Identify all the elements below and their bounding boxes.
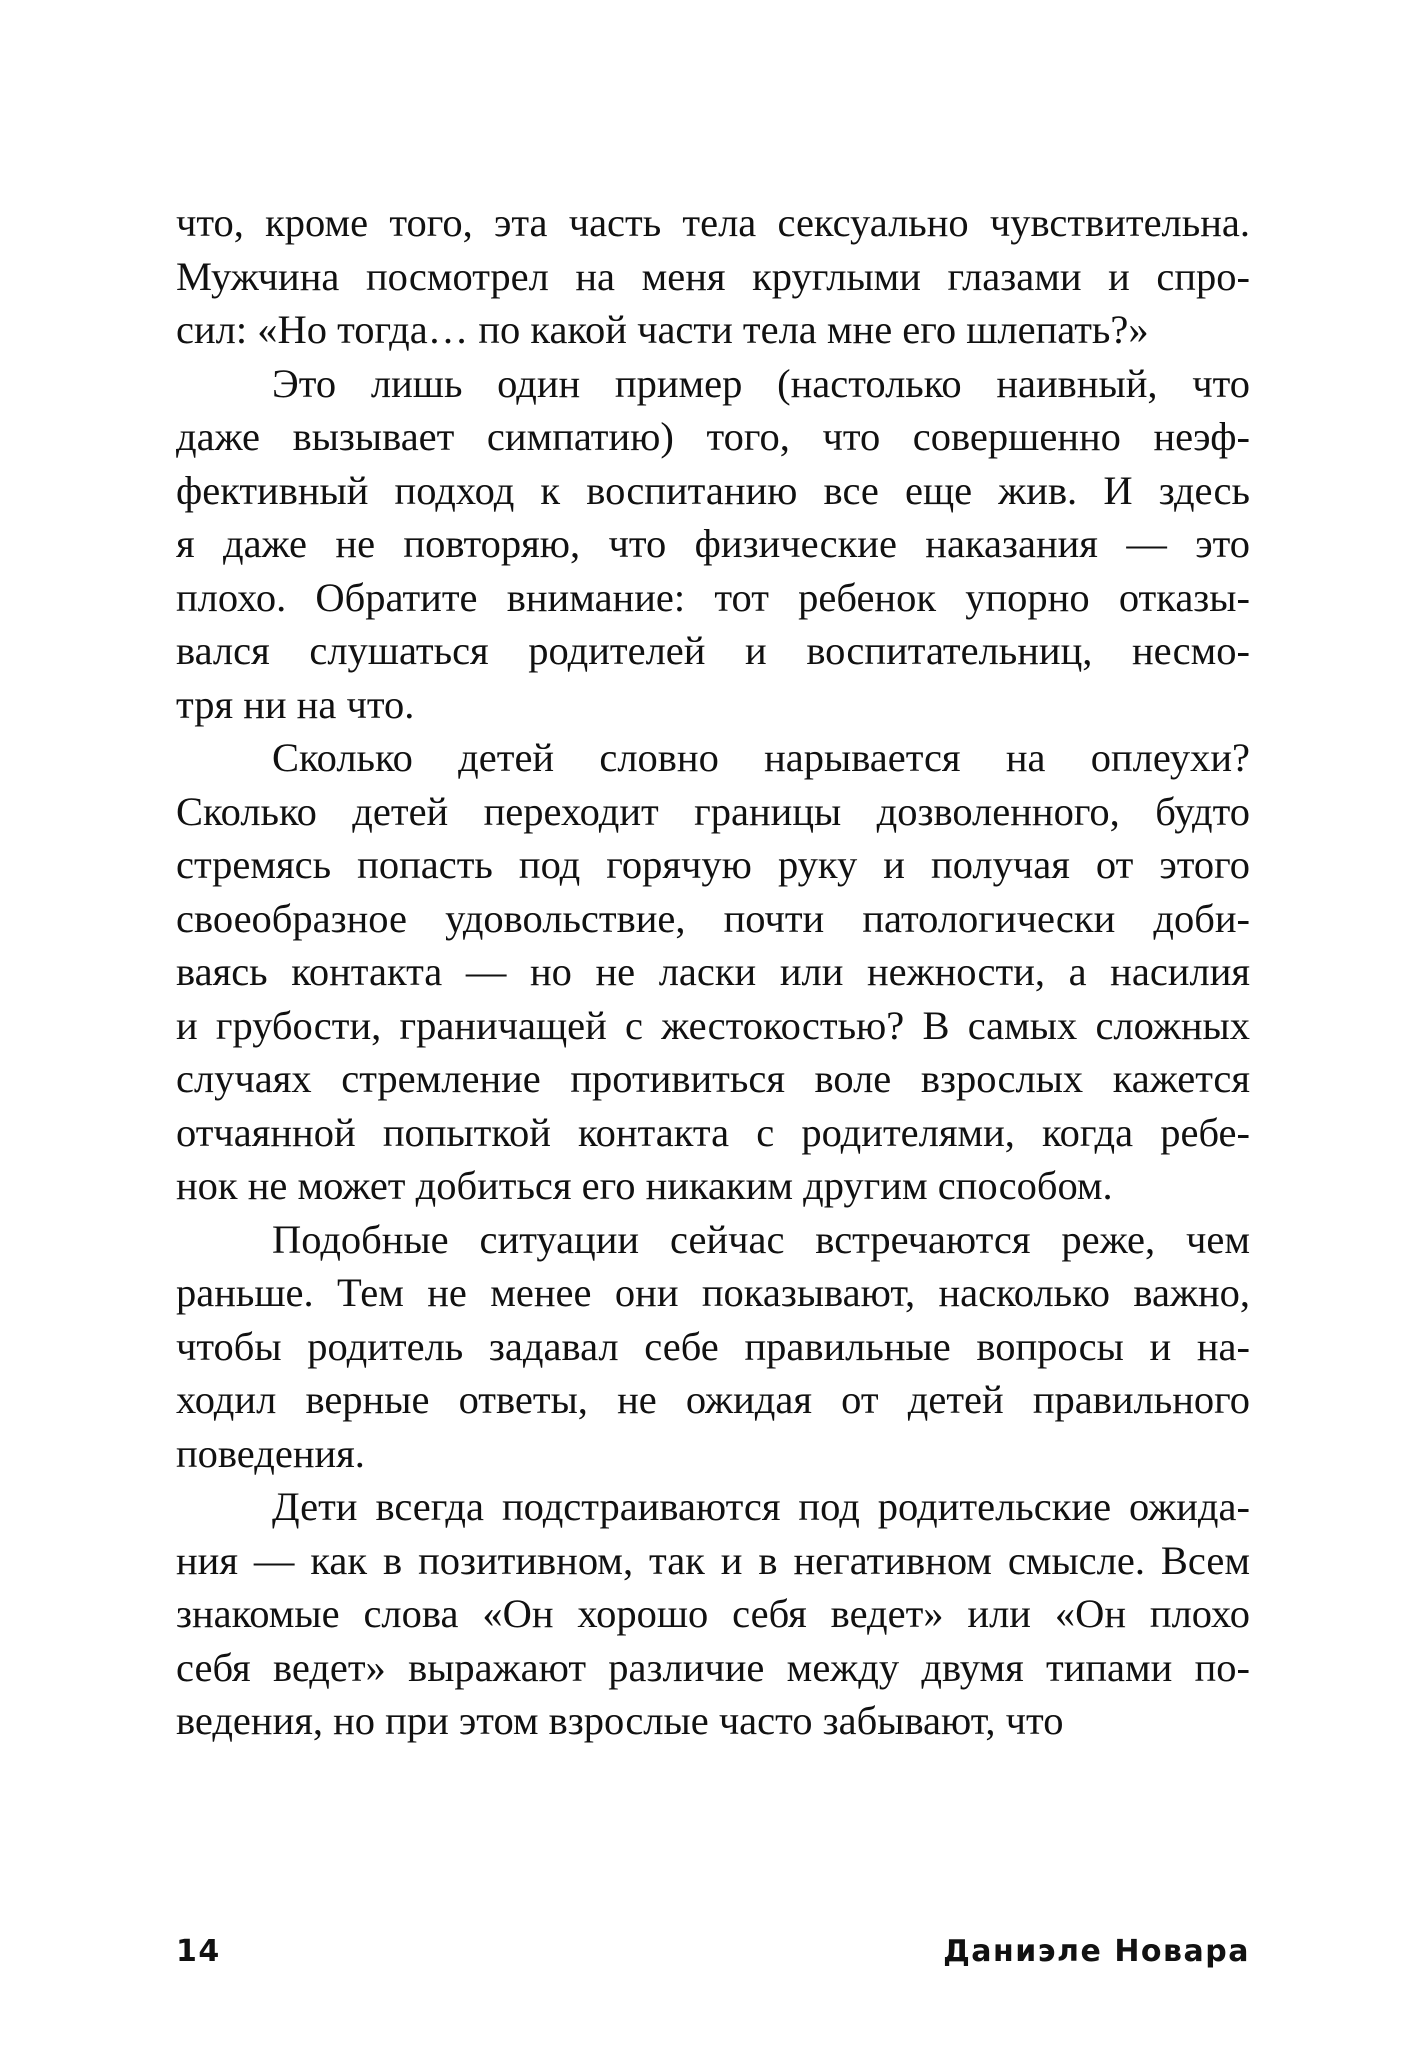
text-line: что, кроме того, эта часть тела сексуально чувствительна. [176, 200, 1250, 245]
text-line: себя ведет» выражают различие между двумя типами по- [176, 1644, 1250, 1690]
text-line: я даже не повторяю, что физические наказания — это [176, 521, 1250, 566]
text-line: Мужчина посмотрел на меня круглыми глазами и спро- [176, 253, 1250, 299]
text-line: вался слушаться родителей и воспитательниц, несмо- [176, 628, 1250, 673]
text-line: Сколько детей переходит границы дозволенного, будто [176, 788, 1250, 834]
text-line: тря ни на что. [176, 681, 415, 727]
text-line: знакомые слова «Он хорошо себя ведет» или «Он плохо [176, 1591, 1250, 1636]
paragraph-first-line: Подобные ситуации сейчас встречаются реже, чем [272, 1216, 1250, 1262]
text-line: нок не может добиться его никаким другим способом. [176, 1163, 1113, 1208]
text-line: случаях стремление противиться воле взрослых кажется [176, 1056, 1250, 1101]
text-line: ния — как в позитивном, так и в негативном смысле. Всем [176, 1537, 1250, 1583]
page-number: 14 [176, 1934, 221, 1969]
paragraph-first-line: Сколько детей словно нарывается на оплеухи? [272, 735, 1250, 780]
text-line: чтобы родитель задавал себе правильные вопросы и на- [176, 1323, 1250, 1369]
text-line: плохо. Обратите внимание: тот ребенок упорно отказы- [176, 574, 1250, 620]
text-line: поведения. [176, 1430, 365, 1476]
text-line: отчаянной попыткой контакта с родителями, когда ребе- [176, 1109, 1250, 1155]
paragraph-first-line: Дети всегда подстраиваются под родительские ожида- [272, 1484, 1250, 1529]
text-line: ведения, но при этом взрослые часто забывают, что [176, 1698, 1064, 1743]
text-line: фективный подход к воспитанию все еще жив. И здесь [176, 467, 1250, 513]
text-line: раньше. Тем не менее они показывают, насколько важно, [176, 1270, 1250, 1315]
paragraph-first-line: Это лишь один пример (настолько наивный, что [272, 360, 1250, 406]
author-name: Даниэле Новара [943, 1934, 1250, 1969]
body-text [176, 196, 1250, 1748]
text-line: и грубости, граничащей с жестокостью? В самых сложных [176, 1002, 1250, 1048]
text-line: стремясь попасть под горячую руку и получая от этого [176, 842, 1250, 887]
text-line: ваясь контакта — но не ласки или нежности, а насилия [176, 949, 1250, 994]
text-line: даже вызывает симпатию) того, что совершенно неэф- [176, 414, 1250, 459]
text-line: сил: «Но тогда… по какой части тела мне его шлепать?» [176, 307, 1149, 352]
text-line: своеобразное удовольствие, почти патологически доби- [176, 895, 1250, 941]
text-line: ходил верные ответы, не ожидая от детей правильного [176, 1377, 1250, 1422]
